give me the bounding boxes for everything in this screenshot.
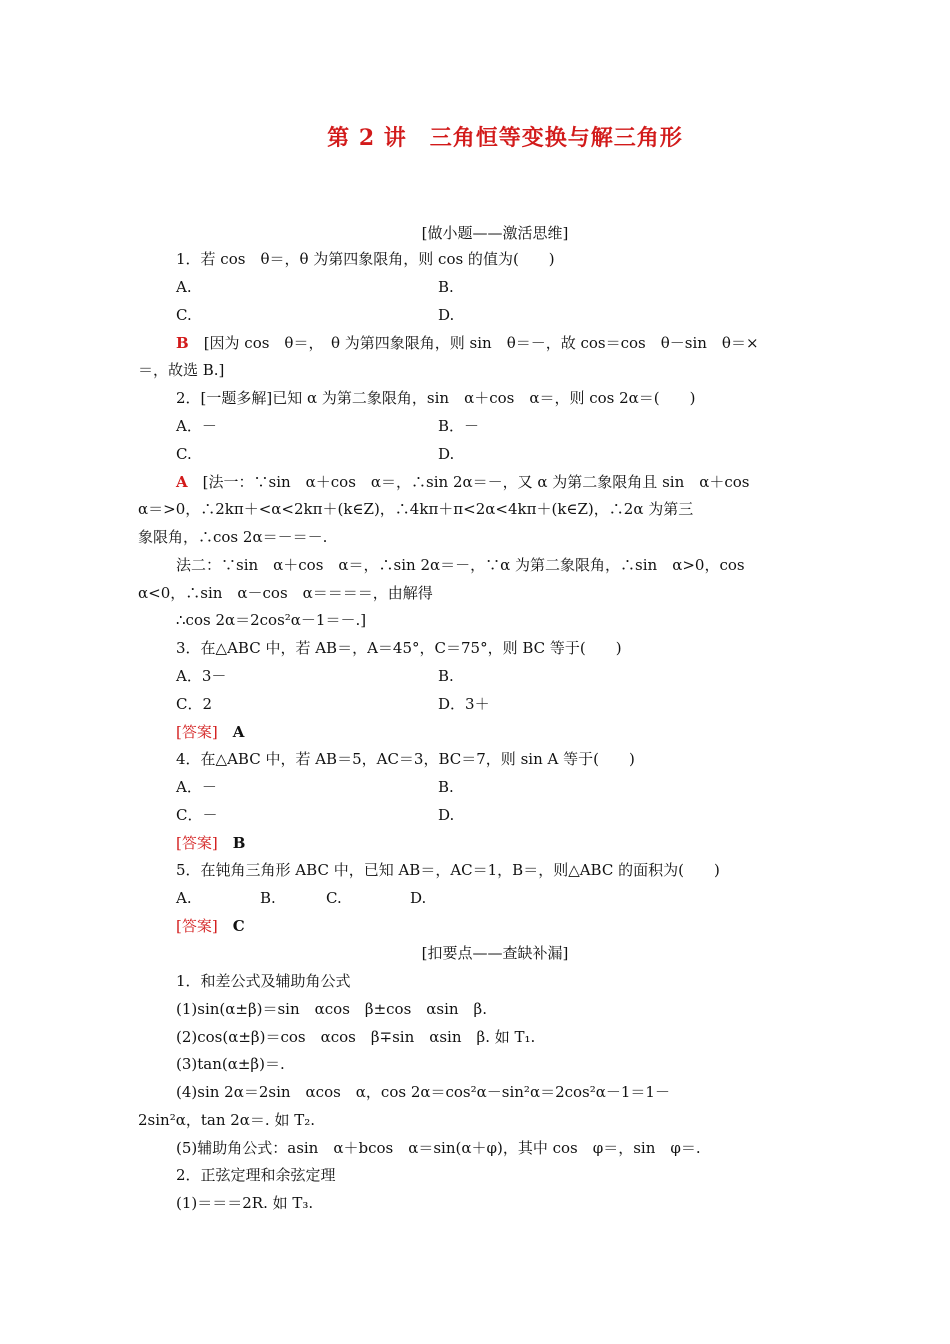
q2-solution-line-4: 法二：∵sin α＋cos α＝，∴sin 2α＝－，∵α 为第二象限角，∴sin α>0，cos <box>176 556 745 574</box>
q4-option-d: D. <box>438 806 455 824</box>
answer-tag: [答案] <box>176 723 218 741</box>
q1-answer-letter: B <box>176 334 189 352</box>
q3-option-d: D．3＋ <box>438 695 490 713</box>
q3-option-b: B. <box>438 667 454 685</box>
formula-tan-sum: (3)tan(α±β)＝. <box>176 1055 285 1073</box>
q1-option-d: D. <box>438 306 455 324</box>
q2-option-c: C. <box>176 445 192 463</box>
q3-answer <box>176 722 244 742</box>
formula-auxiliary-angle: (5)辅助角公式：asin α＋bcos α＝sin(α＋φ)，其中 cos φ＝，sin φ＝. <box>176 1139 701 1157</box>
question-3-stem: 3．在△ABC 中，若 AB＝，A＝45°，C＝75°，则 BC 等于( ) <box>176 639 622 657</box>
question-1-stem: 1．若 cos θ＝，θ 为第四象限角，则 cos 的值为( ) <box>176 250 555 268</box>
q5-answer-letter: C <box>232 917 245 935</box>
q3-option-a: A．3－ <box>176 667 227 685</box>
q4-option-a: A．－ <box>176 778 217 796</box>
page-title: 第 2 讲 三角恒等变换与解三角形 <box>327 125 683 151</box>
key-point-2-title: 2．正弦定理和余弦定理 <box>176 1166 336 1184</box>
q2-option-d: D. <box>438 445 455 463</box>
answer-tag: [答案] <box>176 834 218 852</box>
question-2-stem: 2．[一题多解]已知 α 为第二象限角，sin α＋cos α＝，则 cos 2α＝( ) <box>176 389 696 407</box>
formula-sin-sum: (1)sin(α±β)＝sin αcos β±cos αsin β. <box>176 1000 487 1018</box>
q5-options <box>176 888 426 908</box>
q5-answer <box>176 916 245 936</box>
q4-option-b: B. <box>438 778 454 796</box>
q1-answer-cont: ＝，故选 B.] <box>138 361 225 379</box>
q2-option-a: A．－ <box>176 417 217 435</box>
formula-cos-sum: (2)cos(α±β)＝cos αcos β∓sin αsin β. 如 T₁. <box>176 1028 536 1046</box>
q1-option-c: C. <box>176 306 192 324</box>
question-4-stem: 4．在△ABC 中，若 AB＝5，AC＝3，BC＝7，则 sin A 等于( ) <box>176 750 635 768</box>
q4-answer-letter: B <box>232 834 246 852</box>
q2-solution-text-1: [法一：∵sin α＋cos α＝，∴sin 2α＝－，又 α 为第二象限角且 sin α＋cos <box>187 473 750 491</box>
answer-tag: [答案] <box>176 917 218 935</box>
q2-solution-line-3: 象限角，∴cos 2α＝－＝－. <box>138 528 328 546</box>
q2-answer-letter: A <box>176 473 188 491</box>
q1-option-a: A. <box>176 278 192 296</box>
key-point-1-title: 1．和差公式及辅助角公式 <box>176 972 351 990</box>
q5-option-a: A. <box>176 889 192 907</box>
q5-option-c: C. <box>326 889 342 907</box>
q4-answer <box>176 833 245 853</box>
q3-answer-letter: A <box>232 723 245 741</box>
formula-double-angle-cont: 2sin²α，tan 2α＝. 如 T₂. <box>138 1111 316 1129</box>
q4-option-c: C．－ <box>176 806 218 824</box>
q1-answer-line <box>176 333 759 353</box>
q2-solution-line-1 <box>176 472 749 492</box>
q2-solution-line-5: α<0，∴sin α－cos α＝＝＝＝，由解得 <box>138 584 433 602</box>
question-5-stem: 5．在钝角三角形 ABC 中，已知 AB＝，AC＝1，B＝，则△ABC 的面积为( ) <box>176 861 720 879</box>
q2-solution-line-6: ∴cos 2α＝2cos²α－1＝－.] <box>176 611 367 629</box>
q3-option-c: C．2 <box>176 695 213 713</box>
q5-option-d: D. <box>410 889 427 907</box>
q2-solution-line-2: α＝>0，∴2kπ＋<α<2kπ＋(k∈Z)，∴4kπ＋π<2α<4kπ＋(k∈Z)，∴2α 为第三 <box>138 500 694 518</box>
section-heading-key-points: [扣要点——查缺补漏] <box>421 944 569 962</box>
formula-sine-law: (1)＝＝＝2R. 如 T₃. <box>176 1194 314 1212</box>
q5-option-b: B. <box>260 889 276 907</box>
formula-double-angle: (4)sin 2α＝2sin αcos α，cos 2α＝cos²α－sin²α＝2cos²α－1＝1－ <box>176 1083 670 1101</box>
section-heading-practice: [做小题——激活思维] <box>421 224 569 242</box>
q1-answer-text: [因为 cos θ＝， θ 为第四象限角，则 sin θ＝－，故 cos＝cos θ－sin θ＝× <box>188 334 759 352</box>
q1-option-b: B. <box>438 278 454 296</box>
q2-option-b: B．－ <box>438 417 480 435</box>
